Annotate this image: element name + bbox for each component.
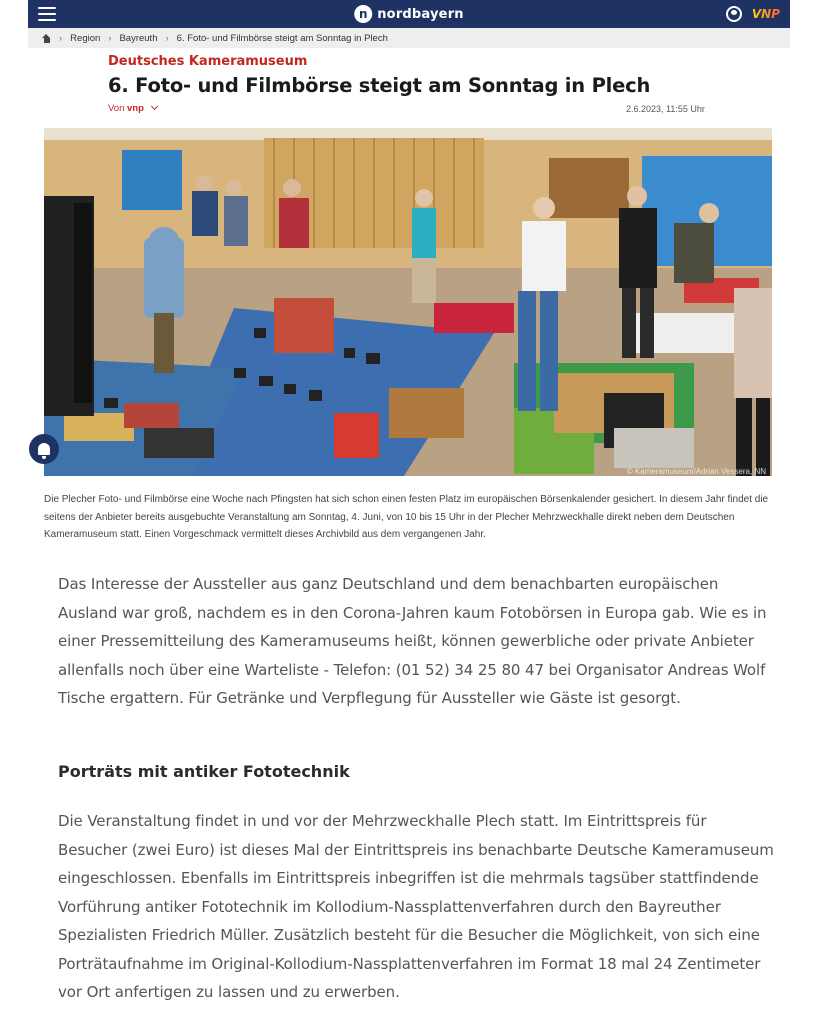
home-icon[interactable]: [42, 34, 51, 43]
hamburger-icon[interactable]: [38, 7, 56, 21]
top-right-actions: [726, 6, 780, 22]
user-icon[interactable]: [726, 6, 742, 22]
breadcrumb-item-region[interactable]: Region: [70, 32, 101, 44]
image-caption: Die Plecher Foto- und Filmbörse eine Woche nach Pfingsten hat sich schon einen festen Platz im europäischen Börsenkalender gesichert. In diesem Jahr findet die seitens der Anbieter bereits ausgebuchte Veranstaltung am Sonntag, 4. Juni, von 10 bis 15 Uhr in der Plecher Mehrzweckhalle direkt neben dem Deutschen Kameramuseum statt. Einen Vorgeschmack vermittelt dieses Archivbild aus dem vergangenen Jahr.: [44, 494, 769, 540]
article-title: 6. Foto- und Filmbörse steigt am Sonntag in Plech: [108, 74, 651, 97]
notification-button[interactable]: [29, 434, 59, 464]
breadcrumb-separator: ›: [59, 32, 63, 44]
breadcrumb: [28, 28, 790, 48]
logo-mark: n: [354, 5, 372, 23]
breadcrumb-item-current: 6. Foto- und Filmbörse steigt am Sonntag in Plech: [176, 32, 388, 44]
article-paragraph-1: Das Interesse der Aussteller aus ganz Deutschland und dem benachbarten europäischen Ausland war groß, nachdem es in den Corona-Jahren kaum Fotobörsen in Europa gab. Wie es in einer Pressemitteilung des Kameramuseums heißt, können gewerbliche oder private Anbieter allenfalls noch über eine Warteliste - Telefon: (01 52) 34 25 80 47 bei Organisator Andreas Wolf Tische ergattern. Für Getränke und Verpflegung für Aussteller wie Gäste ist gesorgt.: [58, 575, 767, 707]
article-paragraph-2: Die Veranstaltung findet in und vor der Mehrzweckhalle Plech statt. Im Eintrittspreis für Besucher (zwei Euro) ist dieses Mal der Eintrittspreis ins benachbarte Deutsche Kameramuseum eingeschlossen. Ebenfalls im Eintrittspreis inbegriffen ist die mehrmals tagsüber stattfindende Vorführung antiker Fototechnik im Kollodium-Nassplattenverfahren durch den Bayreuther Spezialisten Friedrich Müller. Zusätzlich besteht für die Besucher die Möglichkeit, von sich eine Porträtaufnahme im Original-Kollodium-Nassplattenverfahren im Format 18 mal 24 Zentimeter vor Ort anfertigen zu lassen und zu erwerben.: [58, 812, 774, 1001]
site-logo[interactable]: [354, 5, 464, 23]
top-navigation-bar: [28, 0, 790, 28]
breadcrumb-item-bayreuth[interactable]: Bayreuth: [119, 32, 158, 44]
logo-text: nordbayern: [377, 6, 464, 22]
byline-author[interactable]: vnp: [127, 103, 144, 114]
article-kicker: Deutsches Kameramuseum: [108, 54, 308, 69]
article-image: [44, 128, 772, 476]
chevron-down-icon[interactable]: [151, 103, 158, 110]
bell-icon: [38, 443, 50, 455]
camera-fair-illustration: [44, 128, 772, 476]
byline-prefix: Von: [108, 103, 125, 114]
breadcrumb-separator: ›: [108, 32, 112, 44]
article-byline[interactable]: [108, 103, 157, 114]
partner-logo[interactable]: VNP: [751, 7, 780, 21]
image-credit: © Kameramuseum/Adrian Vessera, NN: [626, 467, 766, 476]
breadcrumb-separator: ›: [165, 32, 169, 44]
article-subheading: Porträts mit antiker Fototechnik: [58, 762, 350, 781]
article-date: 2.6.2023, 11:55 Uhr: [626, 104, 705, 114]
